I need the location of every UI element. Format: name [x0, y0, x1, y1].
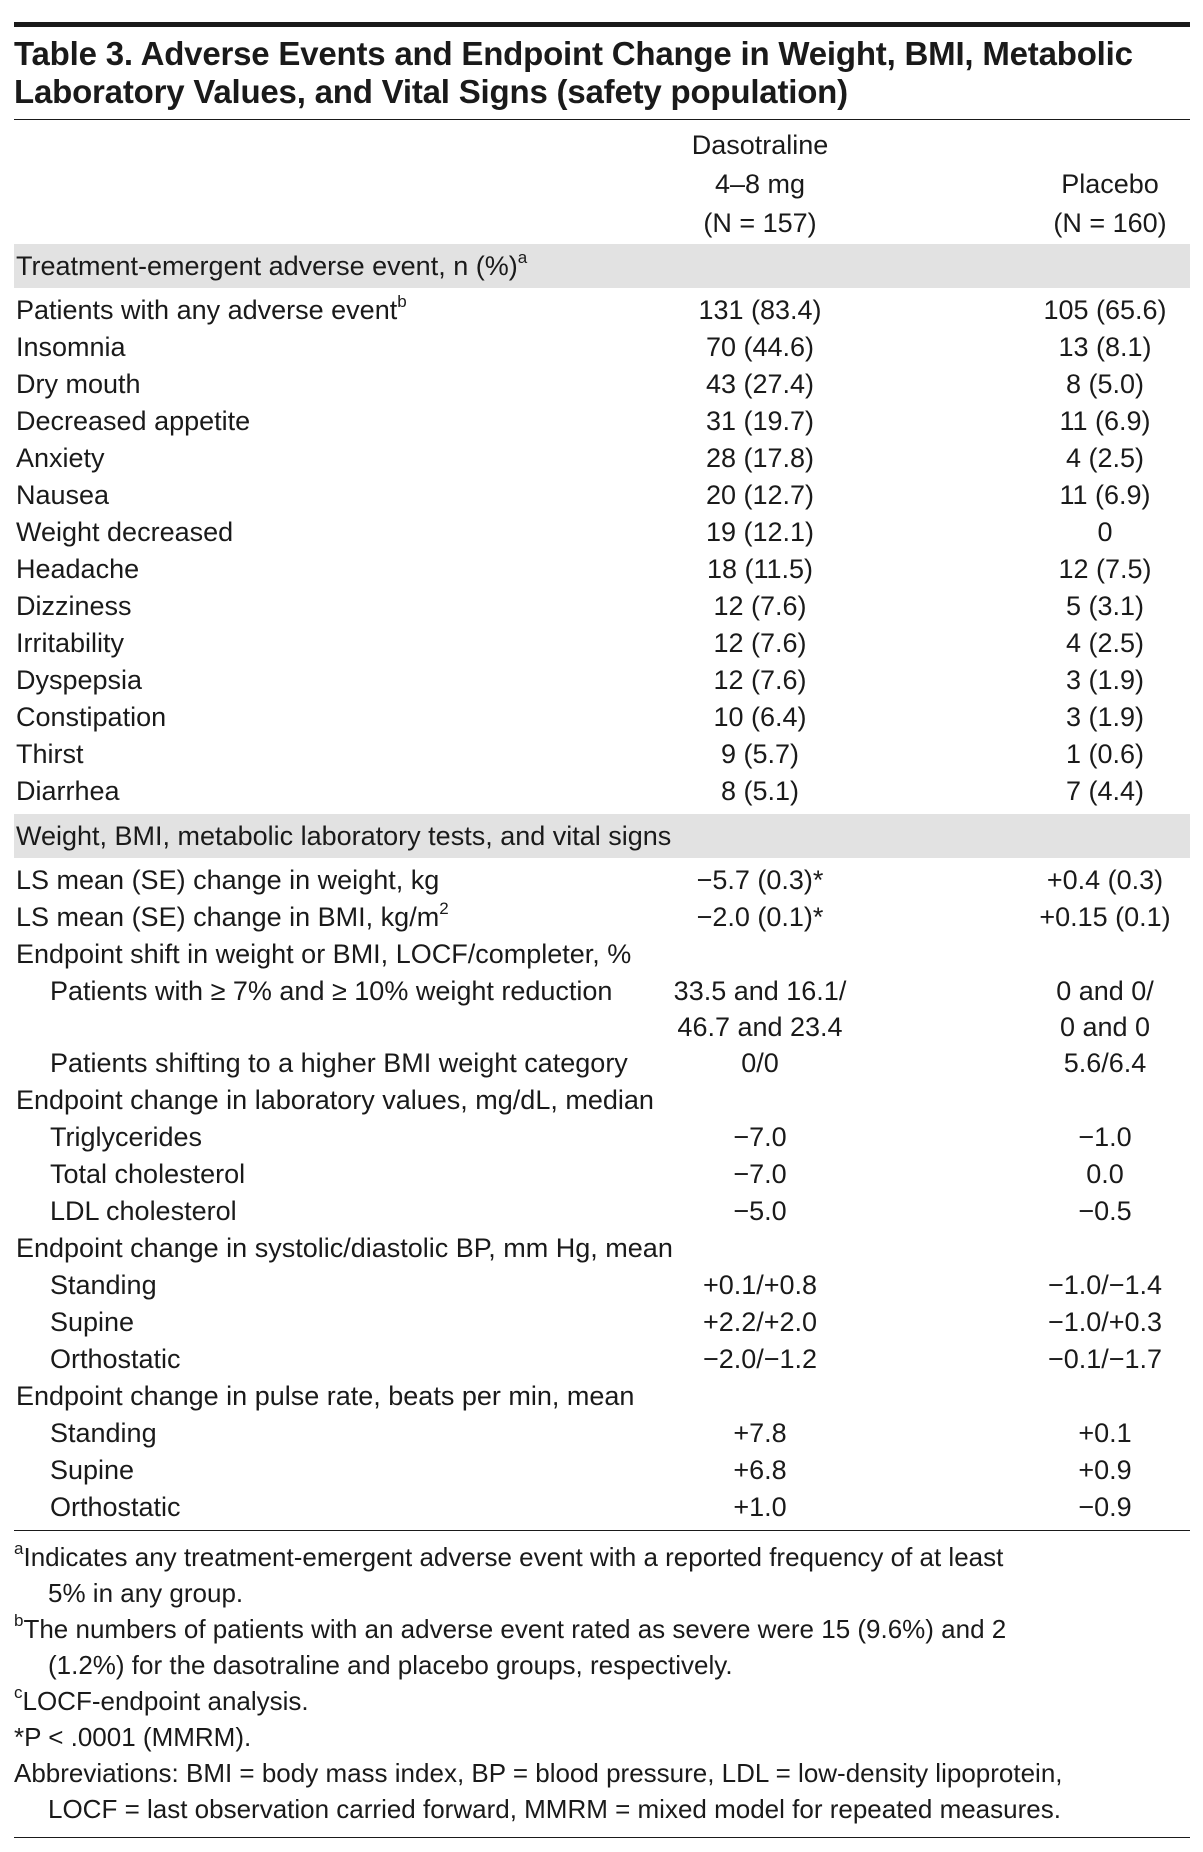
- table-page: [14, 22, 1190, 1838]
- footnote: [14, 1683, 1190, 1719]
- footnote-marker: b: [397, 292, 407, 311]
- adverse-event-rows: [14, 288, 1190, 814]
- row-label: [50, 1045, 628, 1082]
- row-label-text: LS mean (SE) change in BMI, kg/m: [16, 902, 440, 932]
- cell-value: 0: [1097, 517, 1113, 547]
- row-label-text: Patients with ≥ 7% and ≥ 10% weight reduction: [50, 976, 613, 1006]
- cell-placebo: [1020, 1415, 1190, 1451]
- table-row: [14, 1378, 1190, 1415]
- cell-value: −5.7 (0.3)*: [696, 865, 824, 895]
- row-label-text: Decreased appetite: [16, 406, 251, 436]
- row-label: [16, 477, 109, 514]
- footnote-text: *P < .0001 (MMRM).: [14, 1722, 252, 1752]
- cell-placebo: [1020, 899, 1190, 935]
- cell-value: −5.0: [733, 1196, 787, 1226]
- row-label: [16, 1378, 634, 1415]
- row-label: [16, 936, 631, 973]
- table-row: [14, 625, 1190, 662]
- footnote: [14, 1539, 1190, 1611]
- cell-value: +2.2/+2.0: [702, 1307, 818, 1337]
- row-label: [50, 973, 612, 1010]
- cell-dasotraline: [630, 736, 890, 772]
- cell-value: 13 (8.1): [1058, 332, 1152, 362]
- row-label-text: Supine: [50, 1307, 135, 1337]
- cell-placebo: [1020, 366, 1190, 402]
- cell-dasotraline: [630, 1156, 890, 1192]
- footnote-text: The numbers of patients with an adverse event rated as severe were 15 (9.6%) and 2: [23, 1614, 1007, 1644]
- row-label-text: Insomnia: [16, 332, 126, 362]
- cell-placebo: [1020, 973, 1190, 1045]
- cell-value: +6.8: [733, 1455, 787, 1485]
- column-header-placebo: [1030, 165, 1190, 243]
- cell-dasotraline: [630, 1119, 890, 1155]
- footnote-text: Abbreviations: BMI = body mass index, BP = blood pressure, LDL = low-density lipoprotein,: [14, 1758, 1063, 1788]
- cell-dasotraline: [630, 329, 890, 365]
- row-label-text: LS mean (SE) change in weight, kg: [16, 865, 440, 895]
- row-label: [50, 1489, 181, 1526]
- cell-value: 28 (17.8): [705, 443, 815, 473]
- cell-value: −1.0/−1.4: [1047, 1270, 1163, 1300]
- cell-value: 9 (5.7): [720, 739, 800, 769]
- row-label-text: Endpoint change in pulse rate, beats per min, mean: [16, 1381, 635, 1411]
- row-label-text: Anxiety: [16, 443, 105, 473]
- cell-value: 12 (7.6): [713, 628, 807, 658]
- cell-dasotraline: [630, 1267, 890, 1303]
- table-row: [14, 1230, 1190, 1267]
- row-label-text: Headache: [16, 554, 140, 584]
- bottom-rule: [14, 1837, 1190, 1838]
- cell-placebo: [1020, 1489, 1190, 1525]
- row-label: [16, 588, 132, 625]
- table-row: [14, 699, 1190, 736]
- row-label: [50, 1341, 181, 1378]
- cell-value: +0.15 (0.1): [1039, 902, 1171, 932]
- cell-placebo: [1020, 773, 1190, 809]
- table-row: [14, 551, 1190, 588]
- row-label: [16, 1230, 673, 1267]
- table-row: [14, 1156, 1190, 1193]
- table-row: [14, 588, 1190, 625]
- cell-placebo: [1020, 1119, 1190, 1155]
- row-label-text: Supine: [50, 1455, 135, 1485]
- row-label: [16, 625, 124, 662]
- footnote-marker: c: [14, 1683, 23, 1703]
- table-row: [14, 1452, 1190, 1489]
- cell-dasotraline: [630, 440, 890, 476]
- cell-value: 0.0: [1086, 1159, 1124, 1189]
- cell-value: −2.0/−1.2: [702, 1344, 818, 1374]
- column-header-line: Placebo: [1061, 169, 1159, 199]
- cell-value: 7 (4.4): [1065, 776, 1145, 806]
- cell-value: 5 (3.1): [1065, 591, 1145, 621]
- footnote-line: [14, 1611, 1190, 1647]
- cell-placebo: [1020, 440, 1190, 476]
- cell-value: 33.5 and 16.1/: [673, 976, 847, 1006]
- cell-value: 12 (7.5): [1058, 554, 1152, 584]
- cell-placebo: [1020, 1156, 1190, 1192]
- cell-value: 0 and 0/: [1056, 976, 1154, 1006]
- title-line-2: Laboratory Values, and Vital Signs (safety population): [14, 73, 848, 110]
- table-row: [14, 1082, 1190, 1119]
- cell-placebo: [1020, 551, 1190, 587]
- cell-dasotraline: [630, 862, 890, 898]
- table-row: [14, 477, 1190, 514]
- cell-placebo: [1020, 588, 1190, 624]
- cell-value: 4 (2.5): [1065, 443, 1145, 473]
- table-row: [14, 292, 1190, 329]
- footnote-text: Indicates any treatment-emergent adverse event with a reported frequency of at least: [23, 1542, 1004, 1572]
- footnote-continuation: 5% in any group.: [48, 1578, 244, 1608]
- cell-value: −1.0: [1078, 1122, 1132, 1152]
- row-label: [16, 699, 166, 736]
- cell-placebo: [1020, 1267, 1190, 1303]
- column-header-line: Dasotraline: [691, 130, 829, 160]
- row-label: [16, 551, 139, 588]
- row-label: [16, 773, 120, 810]
- row-label-text: Orthostatic: [50, 1492, 181, 1522]
- row-label-text: Endpoint shift in weight or BMI, LOCF/completer, %: [16, 939, 632, 969]
- cell-value: 18 (11.5): [706, 554, 814, 584]
- row-label: [50, 1304, 134, 1341]
- column-header-line: (N = 157): [703, 208, 817, 238]
- cell-placebo: [1020, 1341, 1190, 1377]
- table-row: [14, 1341, 1190, 1378]
- cell-dasotraline: [630, 403, 890, 439]
- title-line-1: Table 3. Adverse Events and Endpoint Change in Weight, BMI, Metabolic: [14, 35, 1133, 72]
- cell-placebo: [1020, 862, 1190, 898]
- cell-value: 3 (1.9): [1065, 702, 1145, 732]
- cell-value: 10 (6.4): [713, 702, 807, 732]
- cell-value: 5.6/6.4: [1063, 1048, 1147, 1078]
- table-row: [14, 736, 1190, 773]
- cell-value: 11 (6.9): [1059, 406, 1151, 436]
- table-row: [14, 1193, 1190, 1230]
- footnote: [14, 1719, 1190, 1755]
- table-row: [14, 862, 1190, 899]
- cell-placebo: [1020, 403, 1190, 439]
- column-headers: [14, 120, 1190, 244]
- cell-dasotraline: [630, 625, 890, 661]
- cell-value: +0.9: [1078, 1455, 1132, 1485]
- footnote-line: [14, 1539, 1190, 1575]
- cell-value: +0.1: [1078, 1418, 1132, 1448]
- footnote-marker: b: [14, 1611, 24, 1631]
- cell-value: 0/0: [741, 1048, 779, 1078]
- row-label-text: Patients shifting to a higher BMI weight category: [50, 1048, 628, 1078]
- cell-value: −1.0/+0.3: [1047, 1307, 1163, 1337]
- row-label: [16, 862, 439, 899]
- row-label-text: Patients with any adverse event: [16, 295, 398, 325]
- cell-placebo: [1020, 662, 1190, 698]
- cell-dasotraline: [630, 973, 890, 1045]
- cell-value: −0.9: [1078, 1492, 1132, 1522]
- cell-placebo: [1020, 699, 1190, 735]
- table-row: [14, 1415, 1190, 1452]
- cell-value: +0.4 (0.3): [1046, 865, 1164, 895]
- table-title: [14, 27, 1190, 119]
- row-label: [50, 1452, 134, 1489]
- footnote-marker: 2: [439, 899, 449, 918]
- table-row: [14, 899, 1190, 936]
- cell-value: 1 (0.6): [1065, 739, 1145, 769]
- cell-value: 3 (1.9): [1065, 665, 1145, 695]
- cell-dasotraline: [630, 477, 890, 513]
- row-label: [50, 1156, 245, 1193]
- table-row: [14, 1119, 1190, 1156]
- cell-dasotraline: [630, 1489, 890, 1525]
- cell-placebo: [1020, 292, 1190, 328]
- cell-value: 46.7 and 23.4: [677, 1012, 843, 1042]
- cell-placebo: [1020, 1193, 1190, 1229]
- row-label-text: Endpoint change in laboratory values, mg/dL, median: [16, 1085, 654, 1115]
- cell-dasotraline: [630, 514, 890, 550]
- table-row: [14, 1489, 1190, 1526]
- section-label: Treatment-emergent adverse event, n (%): [16, 251, 518, 281]
- table-row: [14, 936, 1190, 973]
- section-label: Weight, BMI, metabolic laboratory tests, and vital signs: [16, 821, 672, 851]
- table-row: [14, 973, 1190, 1045]
- cell-dasotraline: [630, 1045, 890, 1081]
- cell-value: 70 (44.6): [705, 332, 815, 362]
- section-header-weight-vitals: [14, 814, 1190, 858]
- table-row: [14, 773, 1190, 810]
- cell-value: 12 (7.6): [713, 591, 807, 621]
- cell-dasotraline: [630, 662, 890, 698]
- cell-placebo: [1020, 1304, 1190, 1340]
- cell-placebo: [1020, 329, 1190, 365]
- row-label-text: Total cholesterol: [50, 1159, 246, 1189]
- row-label-text: Standing: [50, 1270, 157, 1300]
- column-header-line: (N = 160): [1053, 208, 1167, 238]
- cell-value: 43 (27.4): [705, 369, 815, 399]
- table-row: [14, 662, 1190, 699]
- cell-dasotraline: [630, 1304, 890, 1340]
- cell-value: 19 (12.1): [705, 517, 815, 547]
- row-label: [50, 1193, 237, 1230]
- weight-vitals-rows: [14, 858, 1190, 1530]
- table-row: [14, 329, 1190, 366]
- cell-dasotraline: [630, 1193, 890, 1229]
- table-row: [14, 514, 1190, 551]
- cell-value: 31 (19.7): [705, 406, 815, 436]
- row-label-text: Nausea: [16, 480, 110, 510]
- cell-value: 12 (7.6): [713, 665, 807, 695]
- cell-placebo: [1020, 1045, 1190, 1081]
- row-label-text: Orthostatic: [50, 1344, 181, 1374]
- cell-value: 8 (5.1): [720, 776, 800, 806]
- cell-placebo: [1020, 736, 1190, 772]
- footnote-text: LOCF-endpoint analysis.: [22, 1686, 309, 1716]
- row-label: [16, 736, 84, 773]
- cell-value: +1.0: [733, 1492, 787, 1522]
- cell-value: 105 (65.6): [1043, 295, 1167, 325]
- table-row: [14, 1304, 1190, 1341]
- row-label: [16, 292, 407, 329]
- row-label-text: Dry mouth: [16, 369, 141, 399]
- table-row: [14, 440, 1190, 477]
- footnote-marker: a: [14, 1539, 24, 1559]
- row-label-text: Irritability: [16, 628, 125, 658]
- footnote-line: [14, 1755, 1190, 1791]
- cell-placebo: [1020, 477, 1190, 513]
- cell-dasotraline: [630, 292, 890, 328]
- cell-placebo: [1020, 1452, 1190, 1488]
- row-label: [16, 366, 141, 403]
- cell-value: +0.1/+0.8: [702, 1270, 818, 1300]
- cell-value: −7.0: [733, 1122, 787, 1152]
- cell-value: 0 and 0: [1059, 1012, 1151, 1042]
- row-label: [50, 1119, 202, 1156]
- cell-dasotraline: [630, 1341, 890, 1377]
- cell-dasotraline: [630, 551, 890, 587]
- cell-dasotraline: [630, 699, 890, 735]
- cell-dasotraline: [630, 366, 890, 402]
- row-label-text: Constipation: [16, 702, 167, 732]
- row-label: [16, 662, 142, 699]
- row-label-text: Triglycerides: [50, 1122, 203, 1152]
- footnote-line: [14, 1719, 1190, 1755]
- cell-value: −2.0 (0.1)*: [696, 902, 824, 932]
- cell-value: +7.8: [733, 1418, 787, 1448]
- row-label: [50, 1415, 157, 1452]
- row-label-text: Weight decreased: [16, 517, 234, 547]
- cell-dasotraline: [630, 588, 890, 624]
- table-row: [14, 366, 1190, 403]
- row-label: [16, 329, 126, 366]
- footnote-continuation: LOCF = last observation carried forward, MMRM = mixed model for repeated measures.: [48, 1794, 1061, 1824]
- cell-placebo: [1020, 514, 1190, 550]
- cell-dasotraline: [630, 1415, 890, 1451]
- cell-dasotraline: [630, 773, 890, 809]
- table-row: [14, 403, 1190, 440]
- column-header-line: 4–8 mg: [714, 169, 806, 199]
- cell-value: −7.0: [733, 1159, 787, 1189]
- row-label: [16, 1082, 654, 1119]
- row-label-text: Diarrhea: [16, 776, 120, 806]
- column-header-dasotraline: [630, 126, 890, 243]
- cell-dasotraline: [630, 1452, 890, 1488]
- cell-value: 4 (2.5): [1065, 628, 1145, 658]
- cell-value: 131 (83.4): [698, 295, 822, 325]
- row-label: [16, 514, 233, 551]
- table-row: [14, 1045, 1190, 1082]
- row-label-text: Thirst: [16, 739, 84, 769]
- cell-value: 11 (6.9): [1059, 480, 1151, 510]
- table-row: [14, 1267, 1190, 1304]
- section-header-adverse-events: [14, 244, 1190, 288]
- row-label-text: Dyspepsia: [16, 665, 143, 695]
- row-label-text: Dizziness: [16, 591, 132, 621]
- row-label: [16, 899, 449, 936]
- row-label-text: Endpoint change in systolic/diastolic BP, mm Hg, mean: [16, 1233, 673, 1263]
- footnote: [14, 1755, 1190, 1827]
- row-label-text: LDL cholesterol: [50, 1196, 237, 1226]
- footnote: [14, 1611, 1190, 1683]
- footnotes: [14, 1531, 1190, 1837]
- cell-placebo: [1020, 625, 1190, 661]
- row-label: [16, 403, 250, 440]
- cell-value: −0.1/−1.7: [1047, 1344, 1163, 1374]
- cell-value: −0.5: [1078, 1196, 1132, 1226]
- cell-value: 8 (5.0): [1065, 369, 1145, 399]
- row-label: [16, 440, 105, 477]
- row-label: [50, 1267, 157, 1304]
- footnote-line: [14, 1683, 1190, 1719]
- cell-value: 20 (12.7): [705, 480, 815, 510]
- footnote-continuation: (1.2%) for the dasotraline and placebo groups, respectively.: [48, 1650, 733, 1680]
- footnote-marker: a: [517, 248, 528, 267]
- row-label-text: Standing: [50, 1418, 157, 1448]
- cell-dasotraline: [630, 899, 890, 935]
